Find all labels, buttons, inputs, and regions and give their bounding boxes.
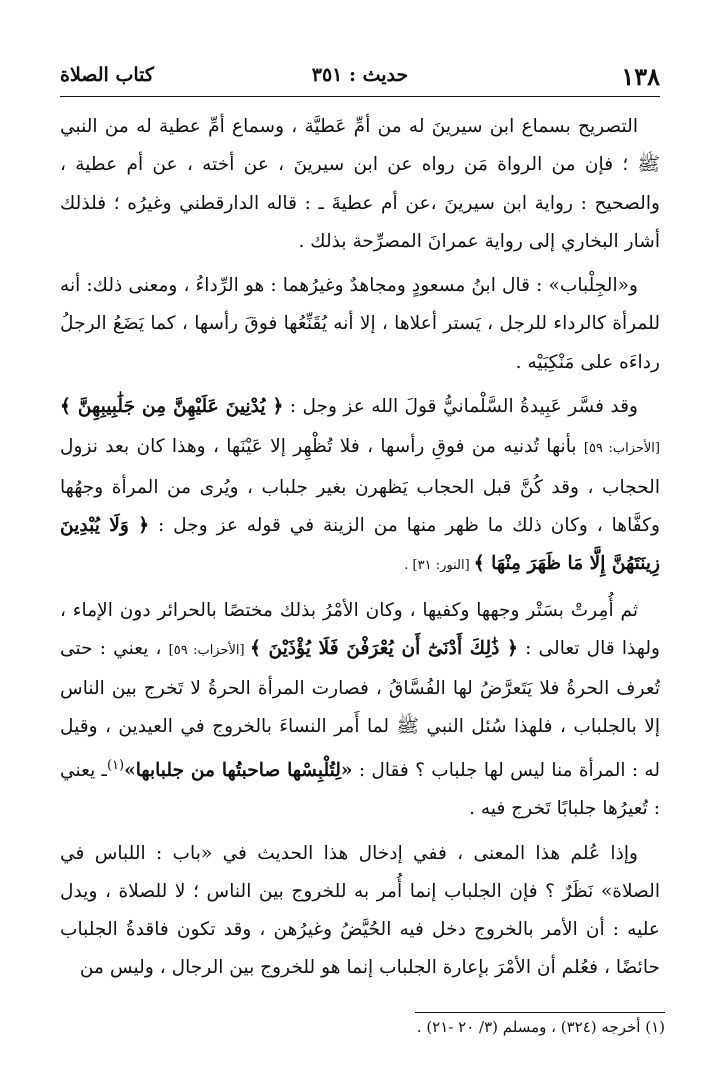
- paragraph-4-part-3: ـ يعني : تُعيرُها جلبابًا تَخرج فيه .: [60, 759, 660, 820]
- paragraph-2: و«الجِلْباب» : قال ابنُ مسعودٍ ومجاهدٌ وغيرُهما : هو الرِّداءُ ، ومعنى ذلك: أنه للمرأة كالرداء للرجل ، يَستر أعلاها ، إلا أنه يُقَنِّعُها فوقَ رأسها ، كما يَضَعُ الرجلُ رداءَه على مَنْكِبَيْه .: [60, 275, 660, 373]
- page-number: ١٣٨: [621, 62, 660, 91]
- quran-quote-jalabib: ﴿ يُدْنِينَ عَلَيْهِنَّ مِن جَلَٰبِيبِهِنَّ ﴾: [60, 396, 284, 418]
- running-header: [60, 62, 660, 97]
- paragraph-3: [60, 388, 660, 585]
- paragraph-3-part-2: بأنها تُدنيه من فوقِ رأسها ، فلا تُظْهِر إلا عَيْنَها ، وهذا كان بعد نزول الحجاب ، وقد كُنَّ قبل الحجاب يَظهرن بغير جلباب ، ويُرى من المرأة وجهُها وكفَّاها ، وكان ذلك ما ظهر منها من الزينة في قوله عز وجل :: [60, 436, 660, 536]
- paragraph-3-part-1: وقد فسَّر عَبِيدةُ السَّلْمانيُّ قولَ الله عز وجل :: [283, 396, 639, 418]
- footnote: (١) أخرجه (٣٢٤) ، ومسلم (٣/ ٢٠ -٢١) .: [416, 1018, 665, 1036]
- hadith-quote: «لِتُلْبِسْها صاحبتُها من جلبابها»: [124, 759, 353, 781]
- main-text: [60, 108, 660, 988]
- surah-reference-nur: [النور: ٣١] .: [404, 558, 474, 574]
- surah-reference-ahzab-2: [الأحزاب: ٥٩]: [168, 642, 250, 658]
- paragraph-5: وإذا عُلم هذا المعنى ، ففي إدخال هذا الحديث في «باب : اللباس في الصلاة» نَظَرٌ ؟ فإن الجلباب إنما أُمر به للخروج بين الناس ؛ لا للصلاة ، ويدل عليه : أن الأمر بالخروج دخل فيه الحُيَّضُ وغيرُهن ، وقد تكون فاقدةُ الجلباب حائضًا ، فعُلم أن الأمْرَ بإعارة الجلباب إنما هو للخروج بين الرجال ، وليس من: [60, 842, 660, 979]
- paragraph-4: [60, 592, 660, 829]
- footnote-separator: [415, 1012, 665, 1013]
- hadith-reference: حديث : ٣٥١: [311, 64, 409, 86]
- surah-reference-ahzab: [الأحزاب: ٥٩]: [583, 441, 660, 457]
- paragraph-4-part-2: ، يعني : حتى تُعرف الحرةُ فلا يَتَعرَّضُ لها الفُسَّاقُ ، فصارت المرأة الحرةُ لا تَخرج بين الناس إلا بالجلباب ، فلهذا سُئل النبي ﷺ لما أَمر النساءَ بالخروج في العيدين ، وقيل له : المرأة منا ليس لها جلباب ؟ فقال :: [60, 637, 660, 781]
- footnote-marker: (١): [106, 757, 125, 773]
- paragraph-4-part-1: ثم أُمِرتْ بسَتْر وجهها وكفيها ، وكان الأمْرُ بذلك مختصًا بالحرائر دون الإماء ، ولهذا قال تعالى :: [60, 599, 660, 659]
- book-title: كتاب الصلاة: [60, 64, 154, 86]
- paragraph-1: التصريح بسماع ابن سيرينَ له من أمِّ عَطيَّة ، وسماع أمِّ عطية له من النبي ﷺ ؛ فإن من الرواة مَن رواه عن ابن سيرينَ ، عن أخته ، عن أم عطية ، والصحيح : رواية ابن سيرينَ ،عن أم عطيةَ ـ : قاله الدارقطني وغيرُه ؛ فلذلك أشار البخاري إلى رواية عمرانَ المصرِّحة بذلك .: [60, 116, 660, 252]
- quran-quote-zeena: ﴿ وَلَا يُبْدِينَ زِينَتَهُنَّ إِلَّا مَا ظَهَرَ مِنْهَا ﴾: [60, 514, 660, 575]
- quran-quote-adna: ﴿ ذَٰلِكَ أَدْنَىٰٓ أَن يُعْرَفْنَ فَلَا يُؤْذَيْنَ ﴾: [249, 637, 519, 659]
